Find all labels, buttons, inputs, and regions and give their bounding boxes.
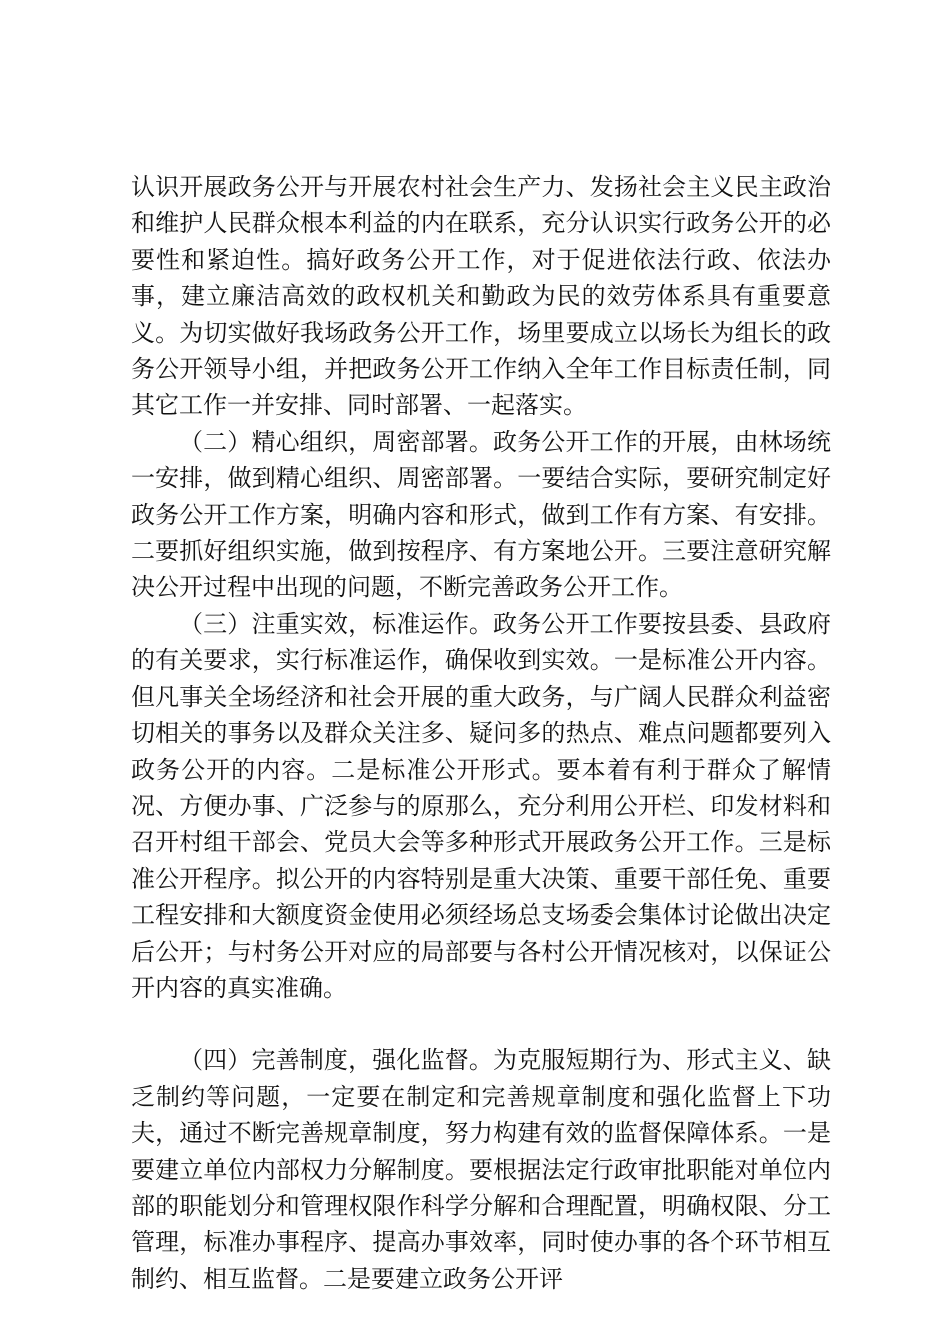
- paragraph-section-3: （三）注重实效，标准运作。政务公开工作要按县委、县政府的有关要求，实行标准运作，确保收到实效。一是标准公开内容。但凡事关全场经济和社会开展的重大政务，与广阔人民群众利益密切相关的事务以及群众关注多、疑问多的热点、难点问题都要列入政务公开的内容。二是标准公开形式。要本着有利于群众了解情况、方便办事、广泛参与的原那么，充分利用公开栏、印发材料和召开村组干部会、党员大会等多种形式开展政务公开工作。三是标准公开程序。拟公开的内容特别是重大决策、重要干部任免、重要工程安排和大额度资金使用必须经场总支场委会集体讨论做出决定后公开；与村务公开对应的局部要与各村公开情况核对，以保证公开内容的真实准确。: [131, 609, 831, 1002]
- paragraph-continuation: 认识开展政务公开与开展农村社会生产力、发扬社会主义民主政治和维护人民群众根本利益的内在联系，充分认识实行政务公开的必要性和紧迫性。搞好政务公开工作，对于促进依法行政、依法办事，建立廉洁高效的政权机关和勤政为民的效劳体系具有重要意义。为切实做好我场政务公开工作，场里要成立以场长为组长的政务公开领导小组，并把政务公开工作纳入全年工作目标责任制，同其它工作一并安排、同时部署、一起落实。: [131, 173, 831, 420]
- paragraph-section-2: （二）精心组织，周密部署。政务公开工作的开展，由林场统一安排，做到精心组织、周密部署。一要结合实际，要研究制定好政务公开工作方案，明确内容和形式，做到工作有方案、有安排。二要抓好组织实施，做到按程序、有方案地公开。三要注意研究解决公开过程中出现的问题，不断完善政务公开工作。: [131, 427, 831, 602]
- paragraph-section-4: （四）完善制度，强化监督。为克服短期行为、形式主义、缺乏制约等问题，一定要在制定和完善规章制度和强化监督上下功夫，通过不断完善规章制度，努力构建有效的监督保障体系。一是要建立单位内部权力分解制度。要根据法定行政审批职能对单位内部的职能划分和管理权限作科学分解和合理配置，明确权限、分工管理，标准办事程序、提高办事效率，同时使办事的各个环节相互制约、相互监督。二是要建立政务公开评: [131, 1046, 831, 1293]
- document-body: [131, 169, 831, 1297]
